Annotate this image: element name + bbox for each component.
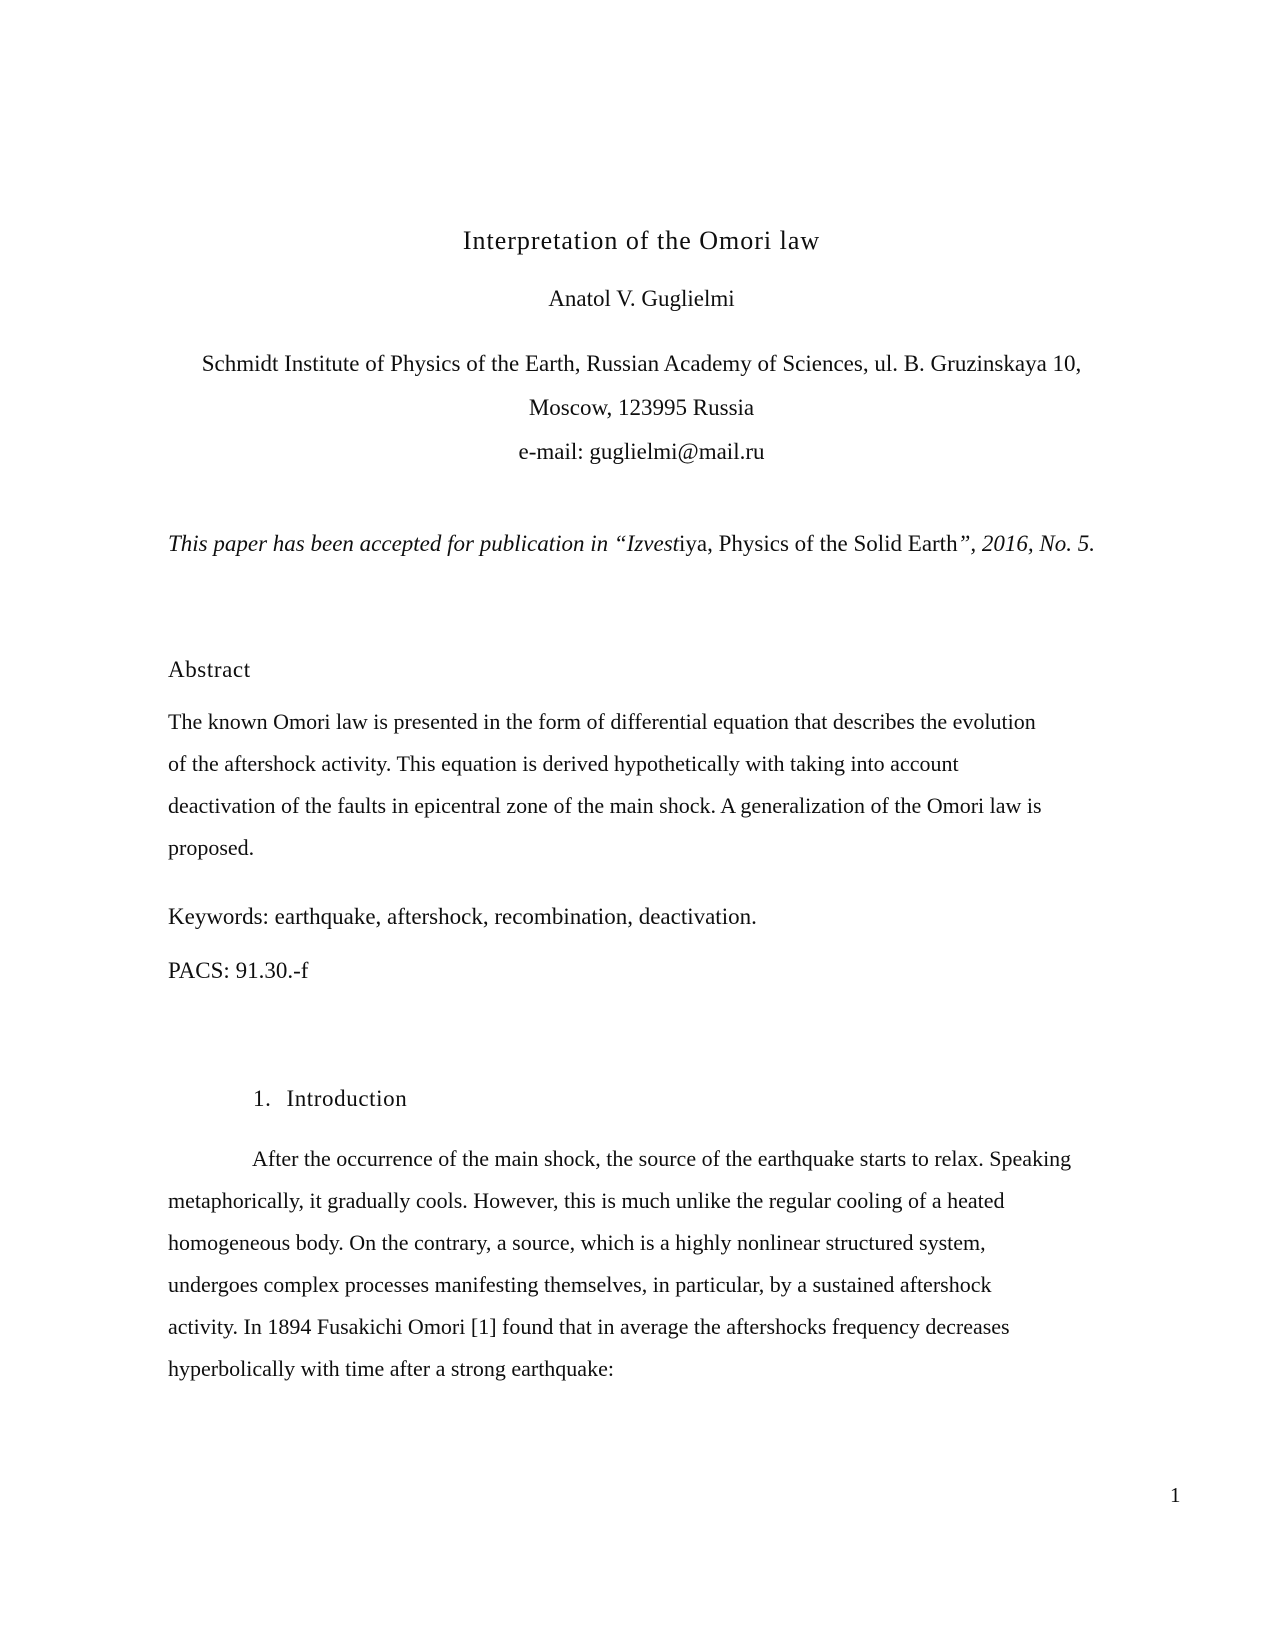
abstract-text-line: of the aftershock activity. This equation is derived hypothetically with taking into account [168,751,959,776]
author-name: Anatol V. Guglielmi [548,286,735,311]
acceptance-note-italic-part: ”, 2016, No. 5. [957,531,1095,556]
intro-text-line: activity. In 1894 Fusakichi Omori [1] found that in average the aftershocks frequency decreases [168,1314,1010,1339]
abstract-paragraph [168,701,1115,869]
acceptance-note [168,523,1115,565]
page-title: Interpretation of the Omori law [462,226,821,255]
pacs-line: PACS: 91.30.-f [168,958,309,983]
email-text: e-mail: guglielmi@mail.ru [518,439,765,464]
intro-text-line: After the occurrence of the main shock, the source of the earthquake starts to relax. Speaking [252,1146,1072,1171]
affiliation-line: Schmidt Institute of Physics of the Earth, Russian Academy of Sciences, ul. B. Gruzinskaya 10, [201,351,1082,376]
intro-text-line: hyperbolically with time after a strong earthquake: [168,1356,614,1381]
keywords-line: Keywords: earthquake, aftershock, recombination, deactivation. [168,904,757,929]
abstract-text-line: The known Omori law is presented in the form of differential equation that describes the evolution [168,709,1036,734]
heading-number: 1. [253,1086,272,1111]
section-heading-introduction [168,1078,1115,1120]
abstract-heading: Abstract [168,657,251,682]
page-content [0,224,1275,1390]
intro-text-line: undergoes complex processes manifesting themselves, in particular, by a sustained aftershock [168,1272,992,1297]
heading-label: Introduction [286,1086,408,1111]
abstract-text-line: proposed. [168,835,255,860]
intro-text-line: homogeneous body. On the contrary, a source, which is a highly nonlinear structured system, [168,1230,986,1255]
acceptance-note-roman-part: iya, Physics of the Solid Earth [679,531,958,556]
acceptance-note-italic-part: This paper has been accepted for publication in “Izvest [168,531,680,556]
abstract-text-line: deactivation of the faults in epicentral zone of the main shock. A generalization of the Omori law is [168,793,1042,818]
page-number: 1 [1170,1483,1181,1507]
affiliation-block [168,342,1115,474]
affiliation-line: Moscow, 123995 Russia [528,395,755,420]
introduction-paragraph [168,1138,1115,1390]
intro-text-line: metaphorically, it gradually cools. However, this is much unlike the regular cooling of a heated [168,1188,1005,1213]
